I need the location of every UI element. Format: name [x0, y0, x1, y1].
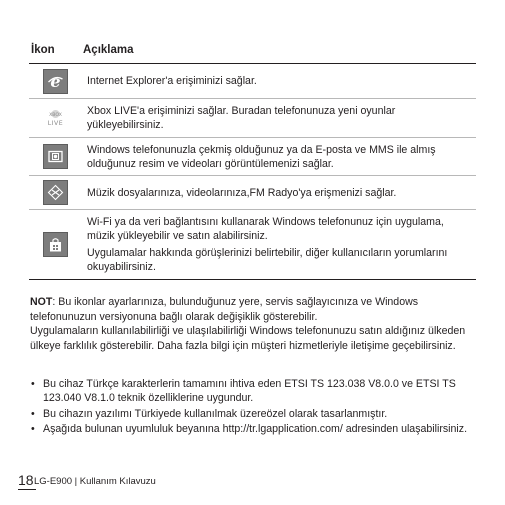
row-description: Internet Explorer'a erişiminizi sağlar.	[87, 75, 257, 87]
table-row	[29, 64, 476, 99]
icon-table	[29, 36, 476, 280]
marketplace-bag-icon	[43, 232, 68, 257]
column-header-description: Açıklama	[81, 36, 476, 64]
table-row	[29, 210, 476, 280]
row-description: Wi-Fi ya da veri bağlantısını kullanarak Windows telefonunuz için uygulama, müzik yükleyebilir ve satın alabilirsiniz.	[87, 216, 444, 242]
row-description: Xbox LIVE'a erişiminizi sağlar. Buradan telefonunuza yeni oyunlar yükleyebilirsiniz.	[87, 105, 396, 131]
note-paragraph: Uygulamaların kullanılabilirliği ve ulaşılabilirliği Windows telefonunuzu satın aldığınız ülkeden ülkeye farklılık gösterebilir. Daha fazla bilgi için müşteri hizmetleriyle iletişime geçebilirsiniz.	[30, 325, 466, 352]
row-description: Uygulamalar hakkında görüşlerinizi belirtebilir, diğer kullanıcıların yorumlarını okuyabilirsiniz.	[87, 247, 448, 273]
list-item: • Aşağıda bulunan uyumluluk beyanına http://tr.lgapplication.com/ adresinden ulaşabilirsiniz.	[31, 422, 468, 435]
bullet-icon: •	[31, 422, 35, 435]
page-number: 18	[18, 472, 34, 488]
live-logo-text: LIVE	[47, 119, 63, 127]
page-footer	[18, 472, 398, 492]
row-description: Windows telefonunuzla çekmiş olduğunuz ya da E-posta ve MMS ile almış olduğunuz resim ve videoları görüntülemenizi sağlar.	[87, 143, 436, 170]
xbox-logo-text: XBOX	[48, 112, 62, 118]
bullet-icon: •	[31, 407, 35, 420]
column-header-icon: İkon	[29, 36, 81, 64]
note-paragraph	[30, 295, 482, 324]
bullet-list	[30, 377, 482, 437]
footer-rule	[18, 489, 36, 490]
note-section	[30, 295, 482, 353]
table-row	[29, 99, 476, 138]
list-item: • Bu cihazın yazılımı Türkiyede kullanılmak üzereözel olarak tasarlanmıştır.	[31, 407, 388, 420]
note-text: : Bu ikonlar ayarlarınıza, bulunduğunuz yere, servis sağlayıcınıza ve Windows telefonunuzun versiyonuna bağlı olarak değişiklik gösterebilir.	[30, 296, 419, 323]
table-row	[29, 176, 476, 210]
note-label: NOT	[30, 296, 53, 308]
music-icon	[43, 180, 68, 205]
table-header-row	[29, 36, 476, 64]
xbox-live-icon	[43, 106, 68, 131]
table-row	[29, 138, 476, 176]
footer-title: LG-E900 | Kullanım Kılavuzu	[34, 476, 156, 487]
row-description: Müzik dosyalarınıza, videolarınıza,FM Radyo'ya erişmenizi sağlar.	[87, 186, 397, 199]
internet-explorer-icon	[43, 69, 68, 94]
svg-text:e: e	[49, 72, 61, 90]
bullet-icon: •	[31, 378, 35, 390]
camera-icon	[43, 144, 68, 169]
list-item: • Bu cihaz Türkçe karakterlerin tamamını ihtiva eden ETSI TS 123.038 V8.0.0 ve ETSI TS 123.040 V8.1.0 teknik özelliklerine uygundur.	[31, 378, 456, 405]
